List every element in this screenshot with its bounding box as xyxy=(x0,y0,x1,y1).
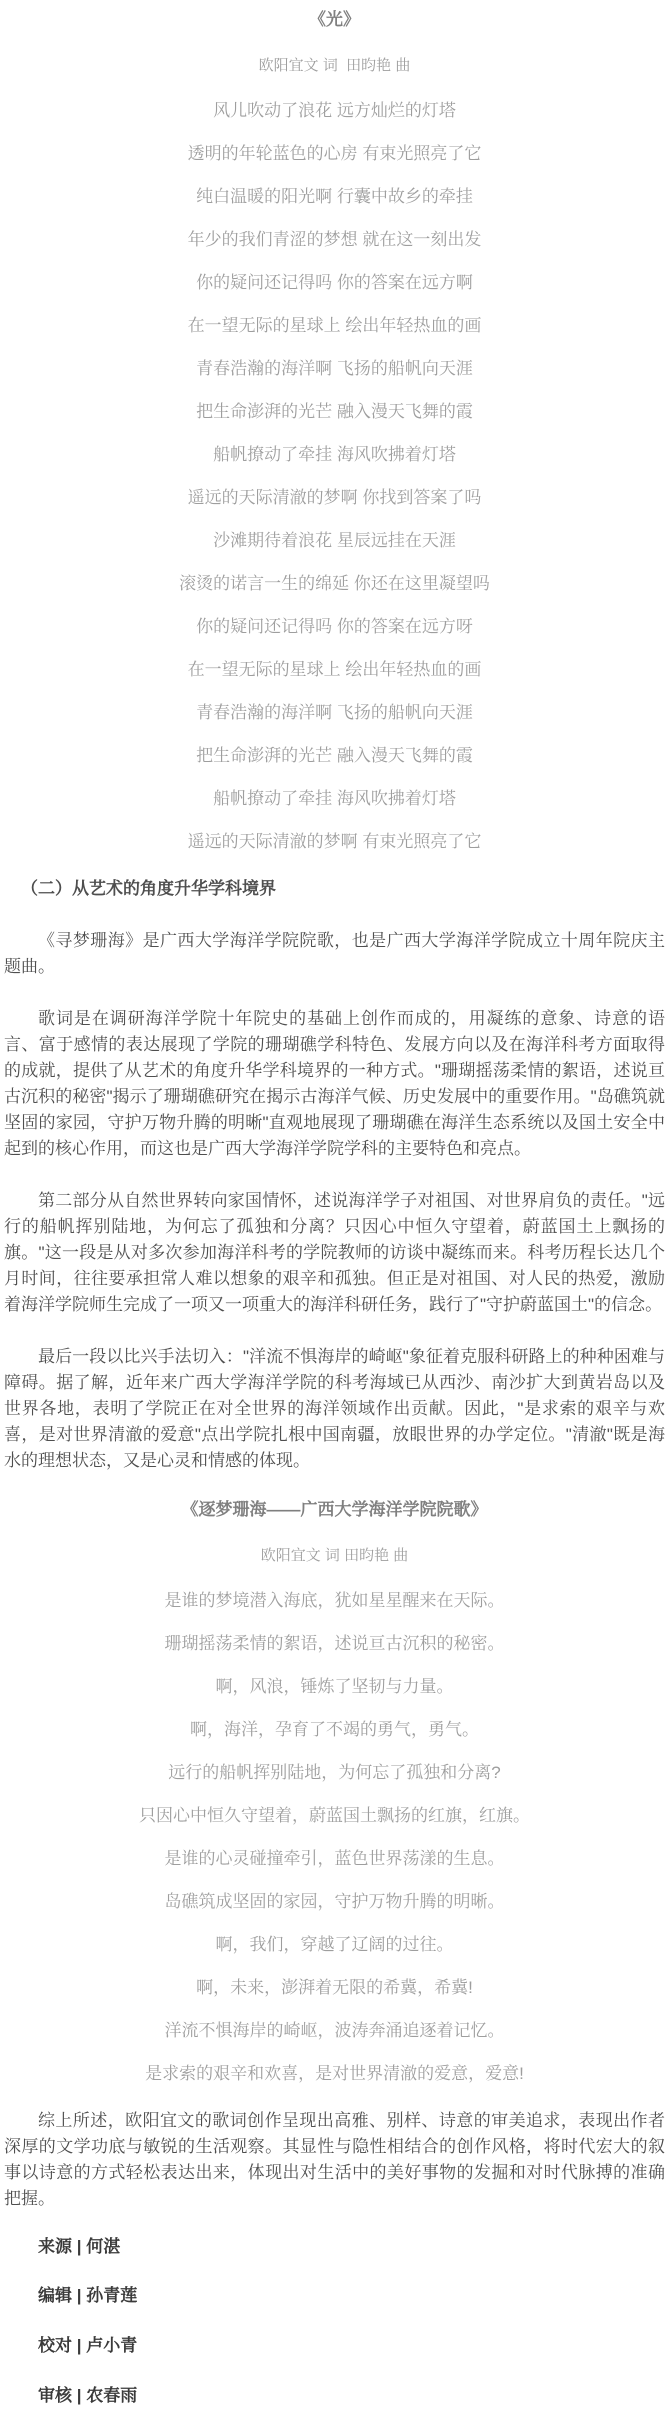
lyric-line: 是求索的艰辛和欢喜，是对世界清澈的爱意，爱意! xyxy=(145,2063,524,2083)
lyric-line: 你的疑问还记得吗 你的答案在远方啊 xyxy=(196,272,473,292)
lyric-line: 年少的我们青涩的梦想 就在这一刻出发 xyxy=(187,229,482,249)
lyric-line: 把生命澎湃的光芒 融入漫天飞舞的霞 xyxy=(196,401,473,421)
lyric-line: 啊，未来，澎湃着无限的希冀，希冀! xyxy=(196,1977,473,1997)
lyric-line: 风儿吹动了浪花 远方灿烂的灯塔 xyxy=(213,100,456,120)
body-paragraph: 最后一段以比兴手法切入："洋流不惧海岸的崎岖"象征着克服科研路上的种种困难与障碍。据了解，近年来广西大学海洋学院的科考海域已从西沙、南沙扩大到黄岩岛以及世界各地，表明了学院正在对全世界的海洋领域作出贡献。因此，"是求索的艰辛与欢喜，是对世界清澈的爱意"点出学院扎根中国南疆，放眼世界的办学定位。"清澈"既是海水的理想状态，又是心灵和情感的体现。 xyxy=(4,1346,665,1470)
lyric-line: 只因心中恒久守望着，蔚蓝国土飘扬的红旗，红旗。 xyxy=(139,1805,530,1825)
lyric-line: 啊，海洋，孕育了不竭的勇气，勇气。 xyxy=(190,1719,479,1739)
song1-credit: 欧阳宜文 词 田昀艳 曲 xyxy=(258,57,411,75)
body-paragraph: 歌词是在调研海洋学院十年院史的基础上创作而成的，用凝练的意象、诗意的语言、富于感情的表达展现了学院的珊瑚礁学科特色、发展方向以及在海洋科考方面取得的成就，提供了从艺术的角度升华学科境界的一种方式。"珊瑚摇荡柔情的絮语，述说亘古沉积的秘密"揭示了珊瑚礁研究在揭示古海洋气候、历史发展中的重要作用。"岛礁筑就坚固的家园，守护万物升腾的明晰"直观地展现了珊瑚礁在海洋生态系统以及国土安全中起到的核心作用，而这也是广西大学海洋学院学科的主要特色和亮点。 xyxy=(4,1008,665,1158)
lyric-line: 岛礁筑成坚固的家园，守护万物升腾的明晰。 xyxy=(164,1891,505,1911)
lyric-line: 青春浩瀚的海洋啊 飞扬的船帆向天涯 xyxy=(196,702,473,722)
lyric-line: 在一望无际的星球上 绘出年轻热血的画 xyxy=(187,315,482,335)
body-paragraph: 《寻梦珊海》是广西大学海洋学院院歌，也是广西大学海洋学院成立十周年院庆主题曲。 xyxy=(4,930,665,976)
footer-proofreader-line: 校对 | 卢小青 xyxy=(38,2336,138,2356)
lyric-line: 是谁的梦境潜入海底，犹如星星醒来在天际。 xyxy=(164,1590,505,1610)
lyric-line: 是谁的心灵碰撞牵引，蓝色世界荡漾的生息。 xyxy=(164,1848,505,1868)
lyric-line: 遥远的天际清澈的梦啊 你找到答案了吗 xyxy=(187,487,482,507)
song1-title: 《光》 xyxy=(309,10,360,29)
lyric-line: 船帆撩动了牵挂 海风吹拂着灯塔 xyxy=(213,444,456,464)
lyric-line: 青春浩瀚的海洋啊 飞扬的船帆向天涯 xyxy=(196,358,473,378)
lyric-line: 啊，风浪，锤炼了坚韧与力量。 xyxy=(215,1676,454,1696)
lyric-line: 洋流不惧海岸的崎岖，波涛奔涌追逐着记忆。 xyxy=(164,2020,505,2040)
footer-credits xyxy=(4,2238,665,2406)
body-paragraph: 第二部分从自然世界转向家国情怀，述说海洋学子对祖国、对世界肩负的责任。"远行的船帆挥别陆地，为何忘了孤独和分离？只因心中恒久守望着，蔚蓝国土上飘扬的旗。"这一段是从对多次参加海洋科考的学院教师的访谈中凝练而来。科考历程长达几个月时间，往往要承担常人难以想象的艰辛和孤独。但正是对祖国、对人民的热爱，激励着海洋学院师生完成了一项又一项重大的海洋科研任务，践行了"守护蔚蓝国土"的信念。 xyxy=(4,1190,665,1314)
lyric-line: 透明的年轮蓝色的心房 有束光照亮了它 xyxy=(187,143,482,163)
lyric-line: 把生命澎湃的光芒 融入漫天飞舞的霞 xyxy=(196,745,473,765)
song2-credit: 欧阳宜文 词 田昀艳 曲 xyxy=(260,1547,409,1565)
lyric-line: 船帆撩动了牵挂 海风吹拂着灯塔 xyxy=(213,788,456,808)
lyric-line: 沙滩期待着浪花 星辰远挂在天涯 xyxy=(213,530,456,550)
lyric-line: 啊，我们，穿越了辽阔的过往。 xyxy=(215,1934,454,1954)
lyric-line: 滚烫的诺言一生的绵延 你还在这里凝望吗 xyxy=(179,573,490,593)
lyric-line: 你的疑问还记得吗 你的答案在远方呀 xyxy=(196,616,473,636)
footer-editor-line: 编辑 | 孙青莲 xyxy=(38,2286,138,2306)
lyric-line: 在一望无际的星球上 绘出年轻热血的画 xyxy=(187,659,482,679)
lyric-line: 纯白温暖的阳光啊 行囊中故乡的牵挂 xyxy=(196,186,473,206)
conclusion-paragraph: 综上所述，欧阳宜文的歌词创作呈现出高雅、别样、诗意的审美追求，表现出作者深厚的文学功底与敏锐的生活观察。其显性与隐性相结合的创作风格，将时代宏大的叙事以诗意的方式轻松表达出来，体现出对生活中的美好事物的发掘和对时代脉搏的准确把握。 xyxy=(4,2110,665,2208)
lyric-line: 珊瑚摇荡柔情的絮语，述说亘古沉积的秘密。 xyxy=(164,1633,505,1653)
section-heading: （二）从艺术的角度升华学科境界 xyxy=(21,878,276,898)
lyric-line: 远行的船帆挥别陆地，为何忘了孤独和分离? xyxy=(168,1762,501,1782)
lyric-line: 遥远的天际清澈的梦啊 有束光照亮了它 xyxy=(187,831,482,851)
footer-reviewer-line: 审核 | 农春雨 xyxy=(38,2385,138,2405)
footer-source-line: 来源 | 何湛 xyxy=(38,2236,121,2256)
song2-title: 《逐梦珊海——广西大学海洋学院院歌》 xyxy=(181,1499,488,1519)
